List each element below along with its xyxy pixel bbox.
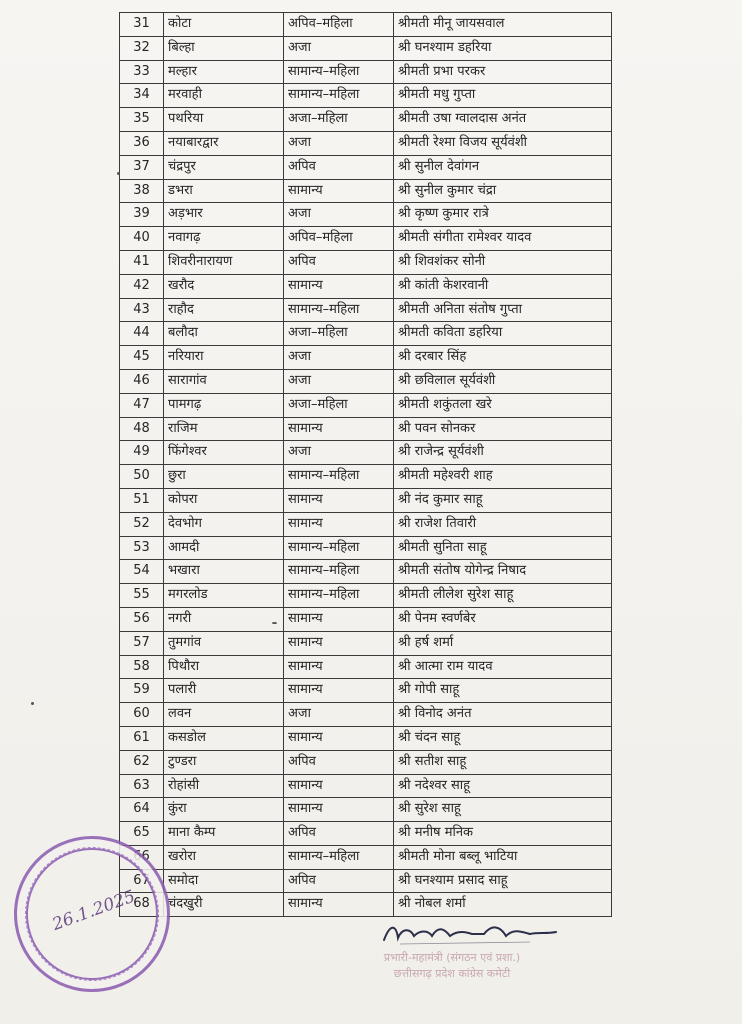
table-row — [120, 679, 612, 703]
table-row — [120, 203, 612, 227]
constituency-cell: तुमगांव — [164, 631, 284, 655]
candidate-name-cell: श्री सतीश साहू — [394, 750, 612, 774]
serial-number-cell: 50 — [120, 465, 164, 489]
candidate-name-cell: श्री राजेन्द्र सूर्यवंशी — [394, 441, 612, 465]
constituency-cell: खरोरा — [164, 845, 284, 869]
table-row — [120, 179, 612, 203]
serial-number-cell: 42 — [120, 274, 164, 298]
category-cell: अपिव–महिला — [284, 227, 394, 251]
constituency-cell: समोदा — [164, 869, 284, 893]
serial-number-cell: 48 — [120, 417, 164, 441]
serial-number-cell: 59 — [120, 679, 164, 703]
constituency-cell: देवभोग — [164, 512, 284, 536]
serial-number-cell: 39 — [120, 203, 164, 227]
table-row — [120, 584, 612, 608]
table-row — [120, 369, 612, 393]
category-cell: सामान्य–महिला — [284, 60, 394, 84]
speck — [272, 622, 277, 624]
candidate-name-cell: श्री पेनम स्वर्णबेर — [394, 607, 612, 631]
category-cell: अपिव — [284, 155, 394, 179]
table-row — [120, 631, 612, 655]
candidate-name-cell: श्रीमती मधु गुप्ता — [394, 84, 612, 108]
category-cell: सामान्य–महिला — [284, 84, 394, 108]
serial-number-cell: 45 — [120, 346, 164, 370]
table-row — [120, 250, 612, 274]
category-cell: अजा–महिला — [284, 108, 394, 132]
constituency-cell: नयाबारद्वार — [164, 131, 284, 155]
candidate-name-cell: श्री घनश्याम डहरिया — [394, 36, 612, 60]
category-cell: सामान्य — [284, 655, 394, 679]
constituency-cell: नवागढ़ — [164, 227, 284, 251]
speck — [31, 702, 34, 705]
serial-number-cell: 52 — [120, 512, 164, 536]
category-cell: सामान्य — [284, 417, 394, 441]
constituency-cell: रोहांसी — [164, 774, 284, 798]
table-row — [120, 798, 612, 822]
serial-number-cell: 56 — [120, 607, 164, 631]
table-row — [120, 393, 612, 417]
constituency-cell: राहौद — [164, 298, 284, 322]
table-row — [120, 750, 612, 774]
candidate-name-cell: श्री पवन सोनकर — [394, 417, 612, 441]
category-cell: सामान्य — [284, 512, 394, 536]
candidate-name-cell: श्री गोपी साहू — [394, 679, 612, 703]
constituency-cell: कुंरा — [164, 798, 284, 822]
category-cell: अजा — [284, 369, 394, 393]
table-row — [120, 155, 612, 179]
table-row — [120, 417, 612, 441]
candidate-name-cell: श्री घनश्याम प्रसाद साहू — [394, 869, 612, 893]
candidate-name-cell: श्री छविलाल सूर्यवंशी — [394, 369, 612, 393]
serial-number-cell: 38 — [120, 179, 164, 203]
candidate-name-cell: श्रीमती मीनू जायसवाल — [394, 13, 612, 37]
designation-line-2: छत्तीसगढ़ प्रदेश कांग्रेस कमेटी — [393, 967, 511, 980]
constituency-cell: कोटा — [164, 13, 284, 37]
category-cell: अजा–महिला — [284, 393, 394, 417]
category-cell: सामान्य–महिला — [284, 560, 394, 584]
constituency-cell: चंद्रपुर — [164, 155, 284, 179]
candidate-name-cell: श्रीमती मोना बब्लू भाटिया — [394, 845, 612, 869]
constituency-cell: छुरा — [164, 465, 284, 489]
constituency-cell: डभरा — [164, 179, 284, 203]
serial-number-cell: 57 — [120, 631, 164, 655]
stamp-date: 26.1.2025 — [49, 886, 138, 935]
serial-number-cell: 68 — [120, 893, 164, 917]
candidate-name-cell: श्री राजेश तिवारी — [394, 512, 612, 536]
category-cell: सामान्य — [284, 607, 394, 631]
serial-number-cell: 60 — [120, 703, 164, 727]
table-row — [120, 607, 612, 631]
category-cell: अजा — [284, 131, 394, 155]
serial-number-cell: 54 — [120, 560, 164, 584]
category-cell: अपिव — [284, 822, 394, 846]
constituency-cell: खरौद — [164, 274, 284, 298]
table-row — [120, 227, 612, 251]
category-cell: अजा–महिला — [284, 322, 394, 346]
candidate-name-cell: श्रीमती शकुंतला खरे — [394, 393, 612, 417]
table-row — [120, 560, 612, 584]
constituency-cell: कोपरा — [164, 488, 284, 512]
constituency-cell: कसडोल — [164, 726, 284, 750]
candidate-name-cell: श्रीमती सुनिता साहू — [394, 536, 612, 560]
table-row — [120, 298, 612, 322]
candidate-name-cell: श्रीमती प्रभा परकर — [394, 60, 612, 84]
constituency-cell: अड़भार — [164, 203, 284, 227]
candidate-name-cell: श्री दरबार सिंह — [394, 346, 612, 370]
category-cell: सामान्य — [284, 798, 394, 822]
table-row — [120, 441, 612, 465]
constituency-cell: मगरलोड — [164, 584, 284, 608]
serial-number-cell: 31 — [120, 13, 164, 37]
table-body — [120, 13, 612, 917]
table-row — [120, 322, 612, 346]
constituency-cell: नगरी — [164, 607, 284, 631]
table-row — [120, 512, 612, 536]
category-cell: अपिव–महिला — [284, 13, 394, 37]
serial-number-cell: 58 — [120, 655, 164, 679]
serial-number-cell: 43 — [120, 298, 164, 322]
category-cell: सामान्य — [284, 274, 394, 298]
constituency-cell: भखारा — [164, 560, 284, 584]
category-cell: सामान्य–महिला — [284, 298, 394, 322]
constituency-cell: लवन — [164, 703, 284, 727]
signatory-designation — [352, 950, 552, 982]
serial-number-cell: 34 — [120, 84, 164, 108]
serial-number-cell: 37 — [120, 155, 164, 179]
constituency-cell: मल्हार — [164, 60, 284, 84]
serial-number-cell: 41 — [120, 250, 164, 274]
candidate-name-cell: श्री नंद कुमार साहू — [394, 488, 612, 512]
serial-number-cell: 66 — [120, 845, 164, 869]
candidate-name-cell: श्री कांती केशरवानी — [394, 274, 612, 298]
table-row — [120, 845, 612, 869]
candidate-name-cell: श्रीमती लीलेश सुरेश साहू — [394, 584, 612, 608]
candidate-name-cell: श्री कृष्ण कुमार रात्रे — [394, 203, 612, 227]
constituency-cell: राजिम — [164, 417, 284, 441]
constituency-cell: पथरिया — [164, 108, 284, 132]
category-cell: सामान्य — [284, 488, 394, 512]
serial-number-cell: 65 — [120, 822, 164, 846]
candidate-name-cell: श्रीमती अनिता संतोष गुप्ता — [394, 298, 612, 322]
category-cell: सामान्य — [284, 726, 394, 750]
serial-number-cell: 67 — [120, 869, 164, 893]
candidate-name-cell: श्रीमती महेश्वरी शाह — [394, 465, 612, 489]
serial-number-cell: 44 — [120, 322, 164, 346]
designation-line-1: प्रभारी-महामंत्री (संगठन एवं प्रशा.) — [383, 951, 521, 964]
table-row — [120, 60, 612, 84]
category-cell: अपिव — [284, 250, 394, 274]
constituency-cell: पलारी — [164, 679, 284, 703]
table-row — [120, 536, 612, 560]
serial-number-cell: 53 — [120, 536, 164, 560]
table-row — [120, 822, 612, 846]
table-row — [120, 488, 612, 512]
serial-number-cell: 46 — [120, 369, 164, 393]
category-cell: सामान्य–महिला — [284, 536, 394, 560]
candidate-name-cell: श्री विनोद अनंत — [394, 703, 612, 727]
table-row — [120, 655, 612, 679]
category-cell: अपिव — [284, 750, 394, 774]
serial-number-cell: 64 — [120, 798, 164, 822]
category-cell: सामान्य — [284, 774, 394, 798]
constituency-cell: पामगढ़ — [164, 393, 284, 417]
constituency-cell: चंदखुरी — [164, 893, 284, 917]
candidate-name-cell: श्रीमती संतोष योगेन्द्र निषाद — [394, 560, 612, 584]
table-row — [120, 774, 612, 798]
category-cell: सामान्य–महिला — [284, 845, 394, 869]
candidate-table — [119, 12, 612, 917]
constituency-cell: आमदी — [164, 536, 284, 560]
candidate-name-cell: श्रीमती रेश्मा विजय सूर्यवंशी — [394, 131, 612, 155]
constituency-cell: माना कैम्प — [164, 822, 284, 846]
table-row — [120, 346, 612, 370]
candidate-name-cell: श्री शिवशंकर सोनी — [394, 250, 612, 274]
category-cell: सामान्य–महिला — [284, 465, 394, 489]
table-row — [120, 131, 612, 155]
constituency-cell: नरियारा — [164, 346, 284, 370]
serial-number-cell: 49 — [120, 441, 164, 465]
speck — [117, 172, 120, 175]
table-row — [120, 108, 612, 132]
table-row — [120, 726, 612, 750]
category-cell: सामान्य — [284, 179, 394, 203]
category-cell: सामान्य — [284, 679, 394, 703]
candidate-name-cell: श्री मनीष मनिक — [394, 822, 612, 846]
candidate-name-cell: श्री हर्ष शर्मा — [394, 631, 612, 655]
constituency-cell: सारागांव — [164, 369, 284, 393]
category-cell: अजा — [284, 36, 394, 60]
serial-number-cell: 40 — [120, 227, 164, 251]
candidate-name-cell: श्री नोबल शर्मा — [394, 893, 612, 917]
category-cell: सामान्य — [284, 631, 394, 655]
serial-number-cell: 35 — [120, 108, 164, 132]
candidate-name-cell: श्री चंदन साहू — [394, 726, 612, 750]
constituency-cell: बलौदा — [164, 322, 284, 346]
serial-number-cell: 36 — [120, 131, 164, 155]
table-row — [120, 893, 612, 917]
category-cell: अजा — [284, 703, 394, 727]
serial-number-cell: 55 — [120, 584, 164, 608]
constituency-cell: पिथौरा — [164, 655, 284, 679]
serial-number-cell: 47 — [120, 393, 164, 417]
category-cell: सामान्य — [284, 893, 394, 917]
table-row — [120, 465, 612, 489]
constituency-cell: फिंगेश्वर — [164, 441, 284, 465]
candidate-name-cell: श्रीमती कविता डहरिया — [394, 322, 612, 346]
category-cell: अजा — [284, 346, 394, 370]
table-row — [120, 274, 612, 298]
category-cell: सामान्य–महिला — [284, 584, 394, 608]
constituency-cell: शिवरीनारायण — [164, 250, 284, 274]
table-row — [120, 84, 612, 108]
handwritten-signature — [380, 918, 560, 948]
category-cell: अजा — [284, 203, 394, 227]
table-row — [120, 703, 612, 727]
constituency-cell: मरवाही — [164, 84, 284, 108]
candidate-name-cell: श्री आत्मा राम यादव — [394, 655, 612, 679]
candidate-name-cell: श्रीमती संगीता रामेश्वर यादव — [394, 227, 612, 251]
candidate-name-cell: श्री सुरेश साहू — [394, 798, 612, 822]
serial-number-cell: 32 — [120, 36, 164, 60]
serial-number-cell: 63 — [120, 774, 164, 798]
candidate-name-cell: श्री सुनील कुमार चंद्रा — [394, 179, 612, 203]
serial-number-cell: 51 — [120, 488, 164, 512]
category-cell: अपिव — [284, 869, 394, 893]
serial-number-cell: 61 — [120, 726, 164, 750]
table-row — [120, 36, 612, 60]
constituency-cell: टुण्डरा — [164, 750, 284, 774]
serial-number-cell: 62 — [120, 750, 164, 774]
candidate-name-cell: श्रीमती उषा ग्वालदास अनंत — [394, 108, 612, 132]
constituency-cell: बिल्हा — [164, 36, 284, 60]
table-row — [120, 869, 612, 893]
candidate-name-cell: श्री नदेश्वर साहू — [394, 774, 612, 798]
serial-number-cell: 33 — [120, 60, 164, 84]
category-cell: अजा — [284, 441, 394, 465]
candidate-name-cell: श्री सुनील देवांगन — [394, 155, 612, 179]
table-row — [120, 13, 612, 37]
